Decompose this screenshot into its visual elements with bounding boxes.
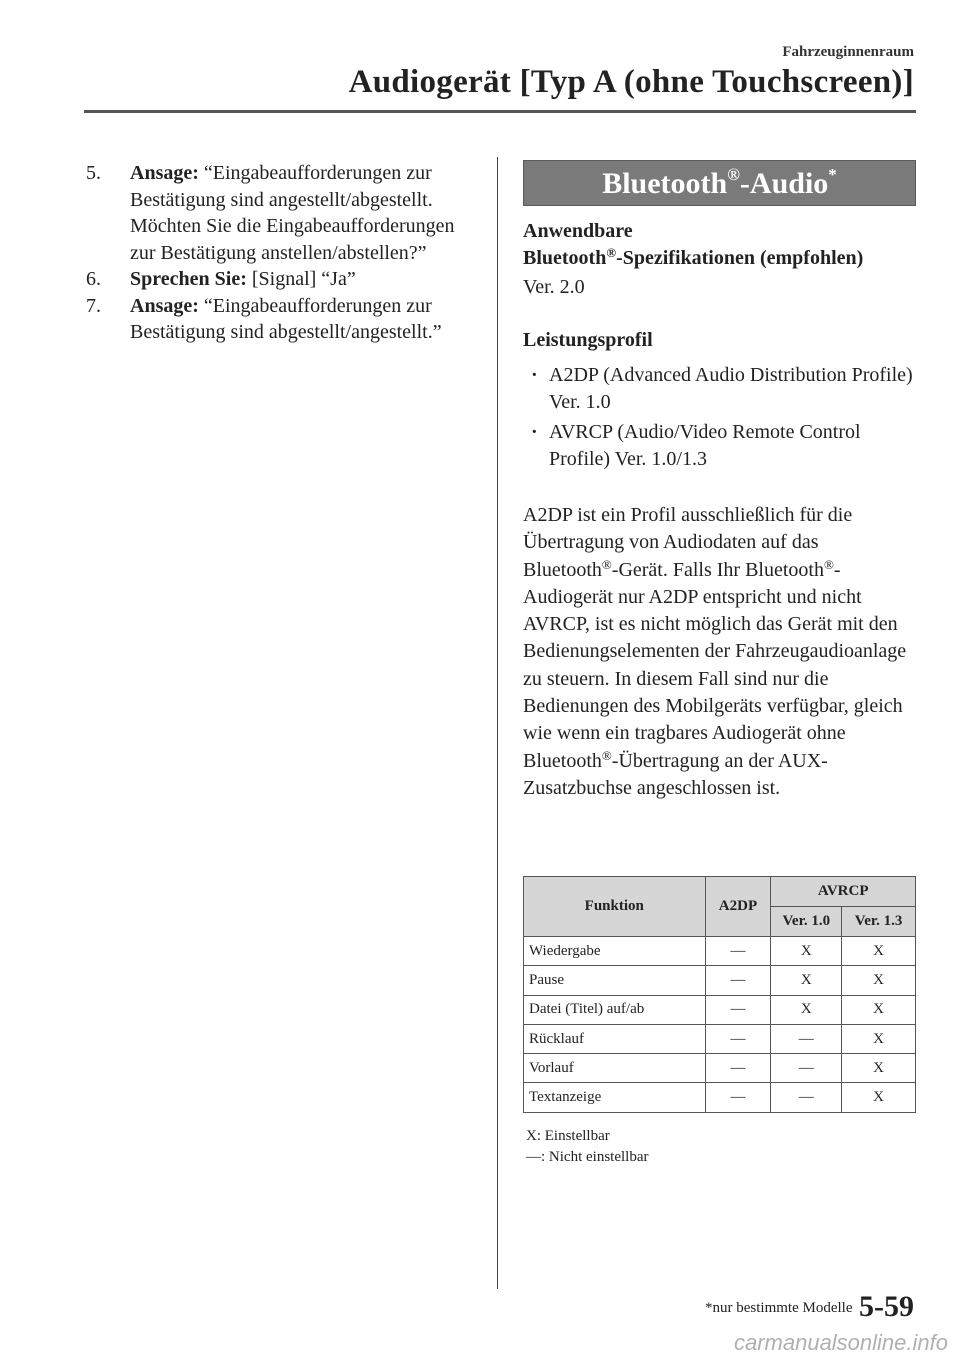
cell-v10: — <box>771 1054 842 1083</box>
header-ver-1-3: Ver. 1.3 <box>842 907 916 937</box>
spec-heading <box>523 218 916 272</box>
registered-mark: ® <box>727 165 740 184</box>
section-label: Fahrzeuginnenraum <box>782 44 914 60</box>
table-row <box>524 1024 916 1053</box>
cell-v10: — <box>771 1024 842 1053</box>
footnote: *nur bestimmte Modelle <box>705 1300 853 1316</box>
cell-a2dp: — <box>705 1024 771 1053</box>
spec-heading-line2: Bluetooth®-Spezifikationen (empfohlen) <box>523 245 864 269</box>
cell-v10: — <box>771 1083 842 1112</box>
header-ver-1-0: Ver. 1.0 <box>771 907 842 937</box>
function-table <box>523 876 916 1113</box>
right-column <box>523 160 916 802</box>
cell-v13: X <box>842 937 916 966</box>
cell-function: Rücklauf <box>524 1024 706 1053</box>
page-number: 5-59 <box>859 1290 914 1323</box>
cell-v13: X <box>842 1083 916 1112</box>
header-rule <box>84 110 916 113</box>
header-avrcp: AVRCP <box>771 877 916 907</box>
footnote-star: * <box>828 165 837 184</box>
profile-heading: Leistungsprofil <box>523 329 653 351</box>
table-row <box>524 1054 916 1083</box>
profile-list <box>523 362 916 473</box>
cell-v10: X <box>771 995 842 1024</box>
cell-function: Wiedergabe <box>524 937 706 966</box>
cell-v10: X <box>771 966 842 995</box>
list-item: · A2DP (Advanced Audio Distribution Profile) Ver. 1.0 <box>523 362 916 416</box>
cell-v10: X <box>771 937 842 966</box>
cell-v13: X <box>842 966 916 995</box>
legend-settable: X: Einstellbar <box>526 1128 610 1144</box>
watermark: carmanualsonline.info <box>733 1330 948 1355</box>
step-6 <box>86 266 481 293</box>
cell-v13: X <box>842 995 916 1024</box>
table-row <box>524 1083 916 1112</box>
description-paragraph: A2DP ist ein Profil ausschließlich für die Übertragung von Audiodaten auf das Bluetooth®-Gerät. Falls Ihr Bluetooth®-Audiogerät nur A2DP entspricht und nicht AVRCP, ist es nicht möglich das Gerät mit den Bedienungselementen der Fahrzeugaudioanlage zu steuern. In diesem Fall sind nur die Bedienungen des Mobilgeräts verfügbar, gleich wie wenn ein tragbares Audiogerät ohne Bluetooth®-Übertragung an der AUX-Zusatzbuchse angeschlossen ist. <box>523 504 907 799</box>
cell-a2dp: — <box>705 937 771 966</box>
header-a2dp: A2DP <box>705 877 771 937</box>
table-row <box>524 937 916 966</box>
left-column <box>86 160 481 346</box>
page-title: Audiogerät [Typ A (ohne Touchscreen)] <box>348 64 914 100</box>
cell-function: Vorlauf <box>524 1054 706 1083</box>
table-row <box>524 966 916 995</box>
registered-mark: ® <box>601 556 612 572</box>
cell-function: Textanzeige <box>524 1083 706 1112</box>
step-number: 7. <box>86 294 101 317</box>
spec-version: Ver. 2.0 <box>523 276 585 298</box>
cell-v13: X <box>842 1024 916 1053</box>
column-divider <box>497 157 498 1289</box>
cell-a2dp: — <box>705 1083 771 1112</box>
header-funktion: Funktion <box>524 877 706 937</box>
step-label: Sprechen Sie: <box>130 268 247 290</box>
step-7 <box>86 293 481 346</box>
step-text: [Signal] “Ja” <box>251 268 356 290</box>
table-legend <box>526 1126 648 1168</box>
section-banner <box>523 160 916 206</box>
step-text: “Eingabeaufforderungen zur Bestätigung sind abgestellt/angestellt.” <box>130 294 442 343</box>
cell-v13: X <box>842 1054 916 1083</box>
banner-text: Bluetooth <box>602 167 728 200</box>
banner-text-suffix: -Audio <box>739 167 829 200</box>
cell-function: Datei (Titel) auf/ab <box>524 995 706 1024</box>
registered-mark: ® <box>601 747 612 763</box>
registered-mark: ® <box>606 245 617 260</box>
step-number: 5. <box>86 162 101 184</box>
table-row <box>524 995 916 1024</box>
step-text: “Eingabeaufforderungen zur Bestätigung sind angestellt/abgestellt. Möchten Sie die Eingabeaufforderungen zur Bestätigung anstellen/abstellen?” <box>130 162 455 264</box>
step-label: Ansage: <box>130 294 199 317</box>
step-5 <box>86 160 481 266</box>
registered-mark: ® <box>823 556 834 572</box>
step-label: Ansage: <box>130 162 199 184</box>
cell-function: Pause <box>524 966 706 995</box>
legend-not-settable: —: Nicht einstellbar <box>526 1149 649 1165</box>
cell-a2dp: — <box>705 1054 771 1083</box>
step-number: 6. <box>86 268 101 290</box>
cell-a2dp: — <box>705 995 771 1024</box>
cell-a2dp: — <box>705 966 771 995</box>
list-item: · AVRCP (Audio/Video Remote Control Profile) Ver. 1.0/1.3 <box>523 419 916 473</box>
spec-heading-line1: Anwendbare <box>523 220 633 242</box>
